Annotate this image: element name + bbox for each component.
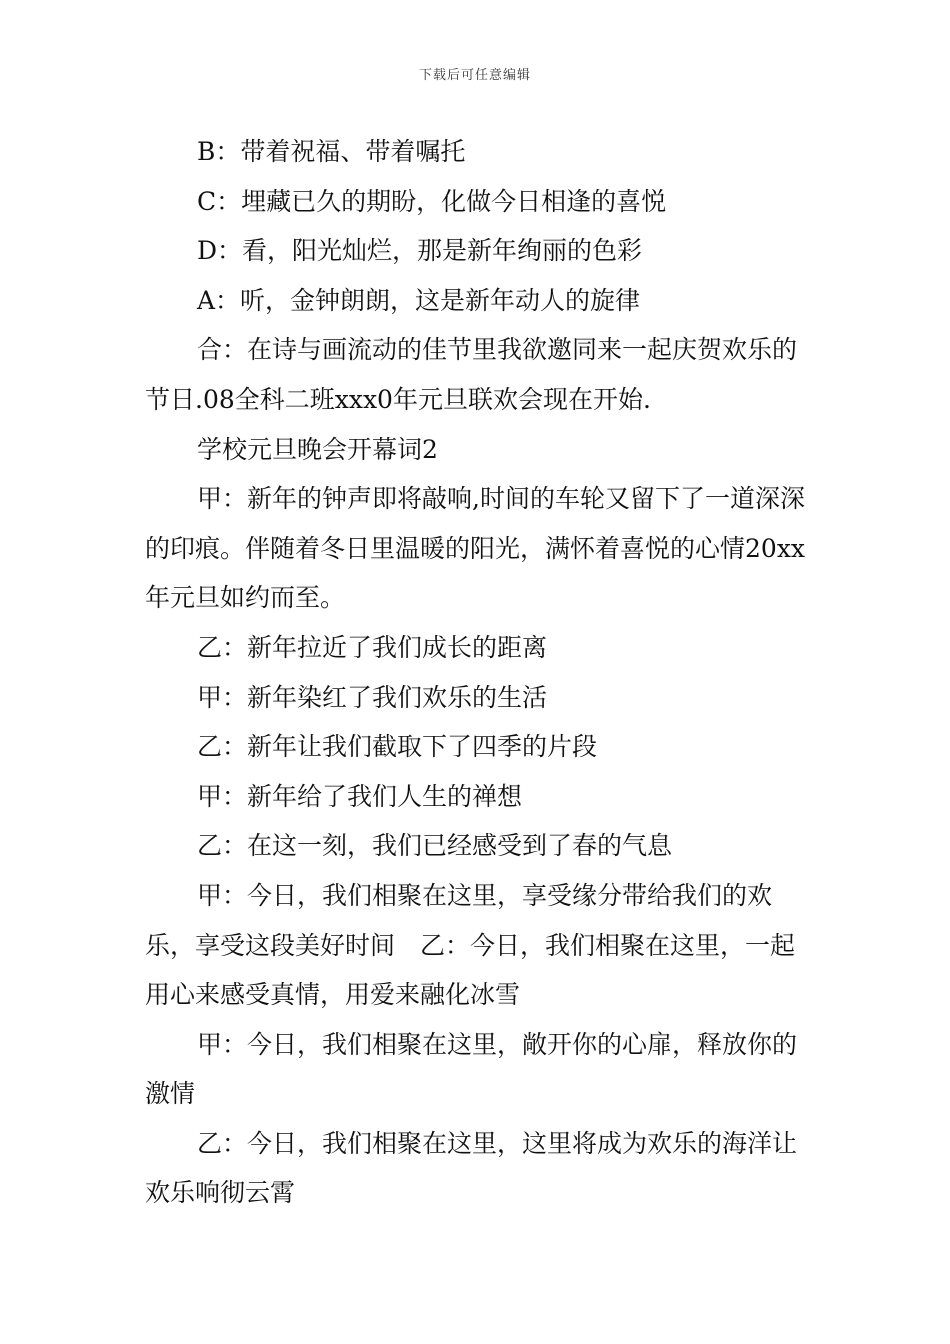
paragraph: 乙：在这一刻，我们已经感受到了春的气息 — [197, 831, 673, 861]
paragraph: 合：在诗与画流动的佳节里我欲邀同来一起庆贺欢乐的节日.08全科二班xxx0年元旦联欢会现在开始. — [145, 335, 798, 414]
paragraph: 乙：新年拉近了我们成长的距离 — [197, 632, 548, 662]
paragraph: A：听，金钟朗朗，这是新年动人的旋律 — [197, 285, 641, 315]
paragraph: 甲：今日，我们相聚在这里，享受缘分带给我们的欢乐，享受这段美好时间 乙：今日，我们相聚在这里，一起用心来感受真情，用爱来融化冰雪 — [145, 880, 796, 1010]
section-heading: 学校元旦晚会开幕词2 — [197, 434, 438, 464]
paragraph: 乙：今日，我们相聚在这里，这里将成为欢乐的海洋让欢乐响彻云霄 — [145, 1128, 798, 1208]
page-header: 下载后可任意编辑 — [418, 68, 531, 83]
paragraph: D：看，阳光灿烂，那是新年绚丽的色彩 — [197, 236, 643, 266]
paragraph: 乙：新年让我们截取下了四季的片段 — [197, 732, 598, 762]
paragraph: 甲：新年染红了我们欢乐的生活 — [197, 682, 548, 712]
document-body — [145, 127, 807, 1218]
paragraph: B：带着祝福、带着嘱托 — [197, 137, 466, 166]
paragraph: 甲：新年的钟声即将敲响,时间的车轮又留下了一道深深的印痕。伴随着冬日里温暖的阳光，满怀着喜悦的心情20xx年元旦如约而至。 — [145, 484, 806, 613]
paragraph: C：埋藏已久的期盼，化做今日相逢的喜悦 — [197, 186, 667, 216]
paragraph: 甲：新年给了我们人生的禅想 — [197, 781, 523, 811]
paragraph: 甲：今日，我们相聚在这里，敞开你的心扉，释放你的激情 — [145, 1029, 798, 1109]
